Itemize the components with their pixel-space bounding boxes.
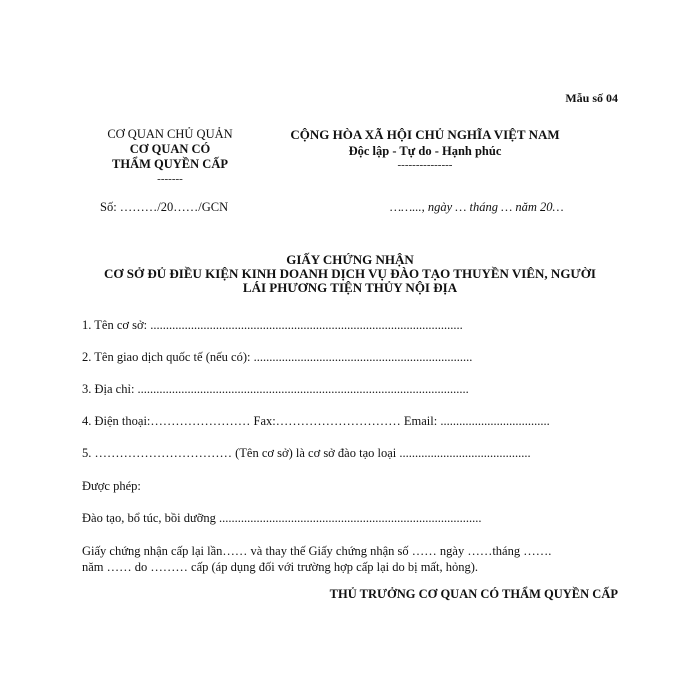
signer-title: THỦ TRƯỞNG CƠ QUAN CÓ THẨM QUYỀN CẤP — [329, 587, 618, 601]
address-field: 3. Địa chỉ: .......................................................................................................... — [82, 382, 469, 396]
document-number: Số: ………/20……/GCN — [100, 200, 229, 214]
reissue-note-line2: năm …… do ……… cấp (áp dụng đối với trường hợp cấp lại do bị mất, hỏng). — [82, 560, 478, 574]
issuing-agency-label-line2: THẨM QUYỀN CẤP — [112, 157, 228, 171]
form-number: Mẫu số 04 — [565, 91, 618, 105]
parent-agency-label: CƠ QUAN CHỦ QUẢN — [107, 127, 233, 141]
date-line: ……..., ngày … tháng … năm 20… — [390, 200, 564, 214]
issuing-agency-header — [80, 127, 260, 186]
contact-field: 4. Điện thoại:…………………… Fax:………………………… Email: ................................... — [82, 414, 550, 428]
issuing-agency-label-line1: CƠ QUAN CÓ — [129, 142, 211, 156]
certificate-title-line3: LÁI PHƯƠNG TIỆN THỦY NỘI ĐỊA — [242, 280, 458, 295]
international-name-field: 2. Tên giao dịch quốc tế (nếu có): ...................................................................... — [82, 350, 473, 364]
certificate-title — [60, 253, 640, 295]
certificate-title-line2: CƠ SỞ ĐỦ ĐIỀU KIỆN KINH DOANH DỊCH VỤ ĐÀO TẠO THUYỀN VIÊN, NGƯỜI — [104, 266, 596, 281]
facility-name-field: 1. Tên cơ sở: .................................................................................................... — [82, 318, 463, 332]
national-header — [270, 127, 580, 171]
reissue-note-line1: Giấy chứng nhận cấp lại lần…… và thay thế Giấy chứng nhận số …… ngày ……tháng ……. — [82, 544, 552, 558]
training-field: Đào tạo, bổ túc, bồi dưỡng .................................................................................... — [82, 511, 482, 525]
certificate-title-line1: GIẤY CHỨNG NHẬN — [286, 252, 414, 267]
right-header-separator: --------------- — [397, 159, 453, 171]
facility-type-field: 5. …………………………… (Tên cơ sở) là cơ sở đào tạo loại .......................................... — [82, 446, 531, 460]
country-name: CỘNG HÒA XÃ HỘI CHỦ NGHĨA VIỆT NAM — [290, 127, 560, 142]
permitted-label: Được phép: — [82, 479, 141, 493]
national-motto: Độc lập - Tự do - Hạnh phúc — [348, 144, 502, 158]
left-header-separator: ------- — [157, 173, 183, 185]
reissue-note — [82, 543, 551, 575]
